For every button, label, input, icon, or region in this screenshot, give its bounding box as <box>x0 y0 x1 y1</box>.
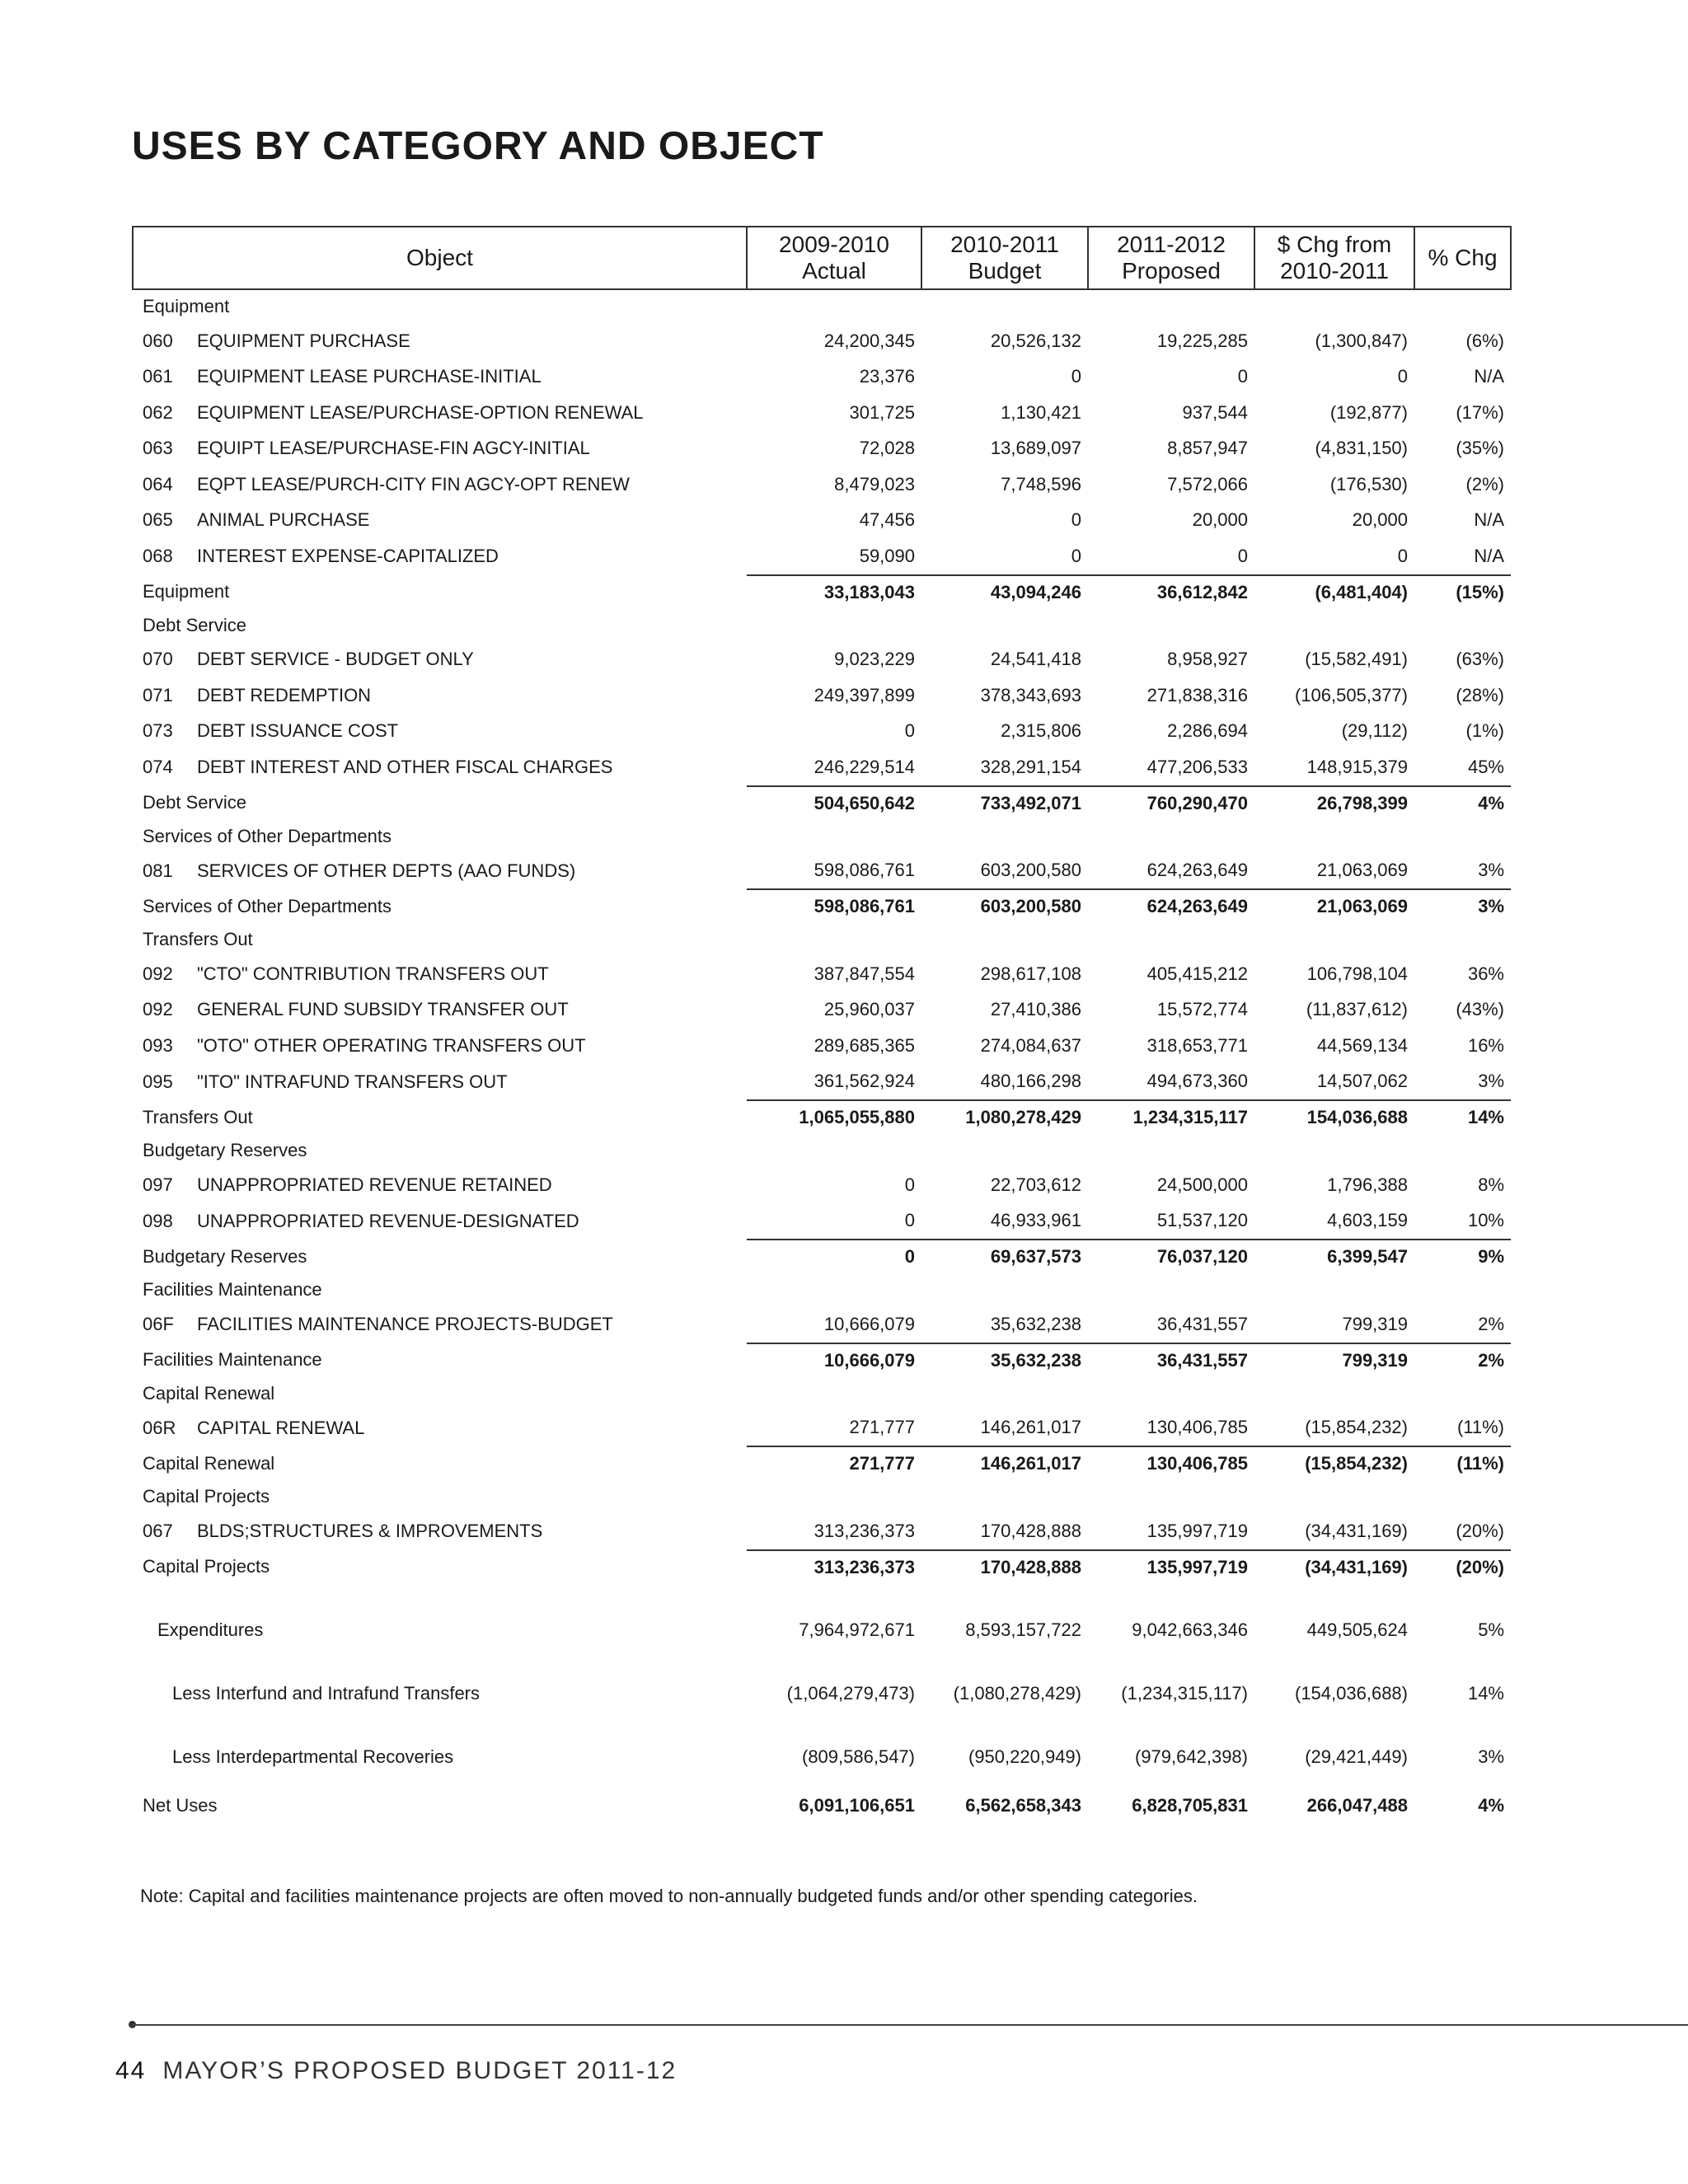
object-name: DEBT INTEREST AND OTHER FISCAL CHARGES <box>197 757 613 778</box>
summary-chg: (29,421,449) <box>1305 1746 1408 1767</box>
spacer-row <box>133 1584 1511 1599</box>
cell-chg: 0 <box>1397 545 1408 566</box>
summary-chg: 449,505,624 <box>1306 1619 1408 1640</box>
cell-budget: 603,200,580 <box>980 860 1081 881</box>
summary-label: Less Interfund and Intrafund Transfers <box>172 1683 481 1704</box>
object-code: 098 <box>143 1210 173 1231</box>
header-budget-year: 2010-2011 <box>950 232 1059 257</box>
cell-chg: 44,569,134 <box>1316 1034 1408 1056</box>
table-row <box>133 503 1511 539</box>
object-name: EQUIPMENT LEASE/PURCHASE-OPTION RENEWAL <box>197 401 644 423</box>
cell-proposed: 36,431,557 <box>1156 1313 1248 1334</box>
cell-actual: 598,086,761 <box>814 860 915 881</box>
cell-chg: (29,112) <box>1341 720 1408 742</box>
cell-budget: 328,291,154 <box>980 756 1081 777</box>
table-row <box>133 466 1511 503</box>
object-name: CAPITAL RENEWAL <box>197 1417 365 1438</box>
object-name: FACILITIES MAINTENANCE PROJECTS-BUDGET <box>197 1314 613 1335</box>
cell-pct: 45% <box>1467 756 1504 777</box>
header-change <box>1254 227 1414 289</box>
table-row <box>133 1167 1511 1203</box>
header-change-label: $ Chg from <box>1277 232 1392 257</box>
object-name: EQUIPMENT PURCHASE <box>197 330 410 351</box>
object-code: 062 <box>143 401 173 423</box>
table-row <box>133 642 1511 678</box>
subtotal-pct: 2% <box>1414 1343 1511 1377</box>
object-code: 065 <box>143 509 173 531</box>
subtotal-row <box>133 889 1511 923</box>
summary-chg: (154,036,688) <box>1295 1683 1408 1704</box>
page-footer <box>115 2057 677 2085</box>
object-code: 071 <box>143 684 173 705</box>
cell-proposed: 494,673,360 <box>1146 1071 1248 1092</box>
table-row <box>133 677 1511 714</box>
category-row <box>133 820 1511 853</box>
cell-actual: 72,028 <box>859 438 915 459</box>
subtotal-actual: 271,777 <box>747 1446 921 1480</box>
header-actual-year: 2009-2010 <box>779 232 889 257</box>
cell-proposed: 51,537,120 <box>1156 1210 1248 1231</box>
subtotal-chg: 6,399,547 <box>1254 1240 1414 1273</box>
object-code: 060 <box>143 330 173 351</box>
subtotal-actual: 1,065,055,880 <box>747 1100 921 1134</box>
cell-pct: 3% <box>1478 1071 1504 1092</box>
cell-budget: 13,689,097 <box>990 438 1081 459</box>
cell-actual: 10,666,079 <box>823 1313 915 1334</box>
subtotal-chg: 21,063,069 <box>1254 889 1414 923</box>
table-row <box>133 323 1511 359</box>
cell-proposed: 318,653,771 <box>1146 1034 1248 1056</box>
cell-actual: 24,200,345 <box>823 330 915 351</box>
subtotal-proposed: 130,406,785 <box>1088 1446 1254 1480</box>
cell-chg: 0 <box>1397 366 1408 387</box>
object-name: "ITO" INTRAFUND TRANSFERS OUT <box>197 1071 508 1092</box>
cell-budget: 24,541,418 <box>990 649 1081 670</box>
header-actual-label: Actual <box>802 258 866 284</box>
cell-pct: N/A <box>1474 366 1504 387</box>
cell-actual: 289,685,365 <box>814 1034 915 1056</box>
subtotal-actual: 10,666,079 <box>747 1343 921 1377</box>
object-name: BLDS;STRUCTURES & IMPROVEMENTS <box>197 1521 543 1542</box>
cell-actual: 0 <box>904 720 915 742</box>
header-budget <box>921 227 1088 289</box>
subtotal-row <box>133 1446 1511 1480</box>
cell-proposed: 2,286,694 <box>1167 720 1248 742</box>
subtotal-pct: (20%) <box>1414 1550 1511 1584</box>
cell-chg: (34,431,169) <box>1305 1520 1408 1541</box>
cell-chg: (192,877) <box>1329 401 1408 423</box>
cell-chg: (15,582,491) <box>1305 649 1408 670</box>
object-name: INTEREST EXPENSE-CAPITALIZED <box>197 546 499 567</box>
object-name: EQUIPMENT LEASE PURCHASE-INITIAL <box>197 366 542 387</box>
object-code: 081 <box>143 860 173 881</box>
cell-chg: 1,796,388 <box>1327 1174 1408 1195</box>
cell-actual: 301,725 <box>849 401 915 423</box>
cell-proposed: 8,958,927 <box>1167 649 1248 670</box>
subtotal-budget: 603,200,580 <box>921 889 1088 923</box>
subtotal-proposed: 760,290,470 <box>1088 786 1254 820</box>
footnote: Note: Capital and facilities maintenance projects are often moved to non-annually budgeted funds and/or other spending categories. <box>140 1886 1198 1906</box>
cell-budget: 35,632,238 <box>990 1313 1081 1334</box>
subtotal-chg: 26,798,399 <box>1254 786 1414 820</box>
object-name: UNAPPROPRIATED REVENUE RETAINED <box>197 1174 552 1195</box>
summary-actual: 7,964,972,671 <box>799 1619 915 1640</box>
footer-title: MAYOR’S PROPOSED BUDGET 2011-12 <box>162 2057 678 2084</box>
subtotal-proposed: 36,612,842 <box>1088 575 1254 609</box>
net-actual: 6,091,106,651 <box>799 1794 915 1816</box>
header-change-year: 2010-2011 <box>1280 258 1389 284</box>
cell-pct: N/A <box>1474 509 1504 531</box>
cell-proposed: 24,500,000 <box>1156 1174 1248 1195</box>
object-name: DEBT REDEMPTION <box>197 684 372 705</box>
category-label: Equipment <box>143 296 230 316</box>
cell-budget: 378,343,693 <box>980 684 1081 705</box>
header-proposed-year: 2011-2012 <box>1117 232 1226 257</box>
cell-actual: 25,960,037 <box>823 999 915 1020</box>
cell-actual: 271,777 <box>849 1417 915 1438</box>
object-name: UNAPPROPRIATED REVENUE-DESIGNATED <box>197 1210 579 1231</box>
category-row <box>133 1134 1511 1167</box>
cell-budget: 1,130,421 <box>1001 401 1081 423</box>
cell-pct: 16% <box>1467 1034 1504 1056</box>
object-code: 093 <box>143 1034 173 1056</box>
summary-row <box>133 1726 1511 1789</box>
object-code: 097 <box>143 1174 173 1195</box>
subtotal-actual: 598,086,761 <box>747 889 921 923</box>
cell-chg: (11,837,612) <box>1306 999 1408 1020</box>
subtotal-actual: 0 <box>747 1240 921 1273</box>
subtotal-budget: 35,632,238 <box>921 1343 1088 1377</box>
subtotal-label: Capital Projects <box>143 1556 270 1577</box>
object-code: 068 <box>143 546 173 567</box>
subtotal-actual: 504,650,642 <box>747 786 921 820</box>
subtotal-pct: 3% <box>1414 889 1511 923</box>
cell-pct: 3% <box>1478 860 1504 881</box>
subtotal-label: Equipment <box>143 581 230 602</box>
table-row <box>133 431 1511 467</box>
header-object: Object <box>133 227 747 289</box>
subtotal-row <box>133 1100 1511 1134</box>
header-pct-change: % Chg <box>1414 227 1511 289</box>
cell-chg: 4,603,159 <box>1327 1210 1408 1231</box>
uses-table-container <box>132 226 1510 1822</box>
summary-row <box>133 1599 1511 1662</box>
cell-budget: 20,526,132 <box>990 330 1081 351</box>
cell-proposed: 624,263,649 <box>1146 860 1248 881</box>
net-uses-row <box>133 1789 1511 1822</box>
cell-budget: 480,166,298 <box>980 1071 1081 1092</box>
page-number: 44 <box>115 2057 147 2084</box>
subtotal-proposed: 624,263,649 <box>1088 889 1254 923</box>
subtotal-row <box>133 1240 1511 1273</box>
summary-label: Less Interdepartmental Recoveries <box>172 1746 454 1767</box>
cell-budget: 274,084,637 <box>980 1034 1081 1056</box>
subtotal-row <box>133 1550 1511 1584</box>
subtotal-budget: 146,261,017 <box>921 1446 1088 1480</box>
summary-actual: (809,586,547) <box>802 1746 915 1767</box>
table-row <box>133 992 1511 1029</box>
cell-proposed: 7,572,066 <box>1167 473 1248 494</box>
cell-pct: (63%) <box>1456 649 1504 670</box>
subtotal-label: Capital Renewal <box>143 1452 275 1474</box>
object-code: 067 <box>143 1521 173 1542</box>
category-label: Capital Renewal <box>143 1382 275 1404</box>
cell-budget: 0 <box>1071 366 1081 387</box>
net-chg: 266,047,488 <box>1306 1794 1408 1816</box>
category-label: Debt Service <box>143 614 246 635</box>
subtotal-proposed: 76,037,120 <box>1088 1240 1254 1273</box>
cell-chg: (106,505,377) <box>1295 684 1408 705</box>
cell-pct: N/A <box>1474 545 1504 566</box>
object-code: 092 <box>143 963 173 984</box>
cell-proposed: 20,000 <box>1192 509 1248 531</box>
cell-chg: (176,530) <box>1329 473 1408 494</box>
table-row <box>133 1064 1511 1101</box>
subtotal-proposed: 135,997,719 <box>1088 1550 1254 1584</box>
summary-proposed: (979,642,398) <box>1135 1746 1248 1767</box>
subtotal-pct: 4% <box>1414 786 1511 820</box>
object-name: DEBT SERVICE - BUDGET ONLY <box>197 649 474 670</box>
cell-actual: 47,456 <box>859 509 915 531</box>
header-proposed-label: Proposed <box>1122 258 1221 284</box>
object-name: EQUIPT LEASE/PURCHASE-FIN AGCY-INITIAL <box>197 438 590 459</box>
spacer-cell <box>133 1584 1511 1599</box>
subtotal-pct: (11%) <box>1414 1446 1511 1480</box>
subtotal-actual: 33,183,043 <box>747 575 921 609</box>
cell-actual: 59,090 <box>859 545 915 566</box>
subtotal-pct: 14% <box>1414 1100 1511 1134</box>
object-code: 06F <box>143 1314 174 1335</box>
object-name: SERVICES OF OTHER DEPTS (AAO FUNDS) <box>197 860 576 881</box>
table-row <box>133 1306 1511 1343</box>
category-row <box>133 923 1511 956</box>
object-name: ANIMAL PURCHASE <box>197 509 370 531</box>
cell-proposed: 405,415,212 <box>1146 963 1248 984</box>
table-row <box>133 359 1511 396</box>
cell-budget: 27,410,386 <box>990 999 1081 1020</box>
table-row <box>133 1028 1511 1064</box>
summary-budget: (1,080,278,429) <box>953 1683 1081 1704</box>
object-name: GENERAL FUND SUBSIDY TRANSFER OUT <box>197 999 569 1020</box>
category-label: Transfers Out <box>143 929 253 949</box>
summary-label: Expenditures <box>157 1619 264 1640</box>
object-code: 073 <box>143 720 173 742</box>
subtotal-row <box>133 786 1511 820</box>
object-code: 070 <box>143 649 173 670</box>
cell-pct: (17%) <box>1456 401 1504 423</box>
cell-budget: 298,617,108 <box>980 963 1081 984</box>
category-label: Services of Other Departments <box>143 825 392 846</box>
subtotal-proposed: 36,431,557 <box>1088 1343 1254 1377</box>
cell-proposed: 937,544 <box>1182 401 1248 423</box>
cell-proposed: 0 <box>1237 545 1248 566</box>
cell-pct: 36% <box>1467 963 1504 984</box>
cell-chg: (15,854,232) <box>1305 1417 1408 1438</box>
summary-actual: (1,064,279,473) <box>786 1683 915 1704</box>
category-row <box>133 609 1511 642</box>
cell-actual: 0 <box>904 1210 915 1231</box>
summary-pct: 14% <box>1467 1683 1504 1704</box>
cell-pct: (28%) <box>1456 684 1504 705</box>
cell-pct: (11%) <box>1456 1417 1504 1438</box>
subtotal-actual: 313,236,373 <box>747 1550 921 1584</box>
category-label: Capital Projects <box>143 1486 270 1507</box>
header-proposed <box>1088 227 1254 289</box>
cell-pct: (43%) <box>1456 999 1504 1020</box>
cell-proposed: 8,857,947 <box>1167 438 1248 459</box>
category-row <box>133 1377 1511 1410</box>
subtotal-chg: (34,431,169) <box>1254 1550 1414 1584</box>
uses-table <box>132 226 1512 1822</box>
net-proposed: 6,828,705,831 <box>1132 1794 1248 1816</box>
subtotal-label: Transfers Out <box>143 1106 253 1127</box>
cell-actual: 23,376 <box>859 366 915 387</box>
cell-actual: 313,236,373 <box>814 1520 915 1541</box>
object-code: 061 <box>143 366 173 387</box>
object-name: "CTO" CONTRIBUTION TRANSFERS OUT <box>197 963 549 984</box>
object-code: 074 <box>143 757 173 778</box>
category-row <box>133 1480 1511 1513</box>
table-row <box>133 538 1511 575</box>
cell-proposed: 271,838,316 <box>1146 684 1248 705</box>
cell-budget: 170,428,888 <box>980 1520 1081 1541</box>
cell-actual: 246,229,514 <box>814 756 915 777</box>
subtotal-budget: 1,080,278,429 <box>921 1100 1088 1134</box>
cell-chg: (1,300,847) <box>1315 330 1408 351</box>
subtotal-chg: (6,481,404) <box>1254 575 1414 609</box>
table-row <box>133 853 1511 890</box>
subtotal-proposed: 1,234,315,117 <box>1088 1100 1254 1134</box>
subtotal-pct: 9% <box>1414 1240 1511 1273</box>
subtotal-chg: (15,854,232) <box>1254 1446 1414 1480</box>
cell-actual: 361,562,924 <box>814 1071 915 1092</box>
header-actual <box>747 227 921 289</box>
object-code: 064 <box>143 473 173 494</box>
table-row <box>133 1513 1511 1550</box>
cell-budget: 0 <box>1071 545 1081 566</box>
cell-proposed: 135,997,719 <box>1146 1520 1248 1541</box>
table-header <box>133 227 1511 289</box>
cell-budget: 0 <box>1071 509 1081 531</box>
page-title: USES BY CATEGORY AND OBJECT <box>132 124 824 168</box>
object-name: EQPT LEASE/PURCH-CITY FIN AGCY-OPT RENEW <box>197 473 630 494</box>
cell-actual: 387,847,554 <box>814 963 915 984</box>
cell-pct: (6%) <box>1465 330 1504 351</box>
cell-actual: 249,397,899 <box>814 684 915 705</box>
cell-chg: 799,319 <box>1342 1313 1408 1334</box>
cell-budget: 22,703,612 <box>990 1174 1081 1195</box>
cell-pct: (35%) <box>1456 438 1504 459</box>
subtotal-row <box>133 575 1511 609</box>
cell-proposed: 130,406,785 <box>1146 1417 1248 1438</box>
cell-pct: 10% <box>1467 1210 1504 1231</box>
summary-pct: 5% <box>1478 1619 1504 1640</box>
table-row <box>133 749 1511 786</box>
object-code: 092 <box>143 999 173 1020</box>
cell-chg: 106,798,104 <box>1306 963 1408 984</box>
category-label: Facilities Maintenance <box>143 1279 322 1300</box>
cell-pct: (1%) <box>1465 720 1504 742</box>
header-budget-label: Budget <box>968 258 1042 284</box>
subtotal-label: Budgetary Reserves <box>143 1245 307 1267</box>
cell-actual: 0 <box>904 1174 915 1195</box>
category-label: Budgetary Reserves <box>143 1140 307 1160</box>
cell-actual: 8,479,023 <box>834 473 915 494</box>
cell-chg: (4,831,150) <box>1315 438 1408 459</box>
summary-pct: 3% <box>1478 1746 1504 1767</box>
category-row <box>133 1273 1511 1306</box>
cell-budget: 46,933,961 <box>990 1210 1081 1231</box>
subtotal-label: Facilities Maintenance <box>143 1349 322 1370</box>
net-uses-label: Net Uses <box>143 1794 218 1816</box>
cell-proposed: 19,225,285 <box>1156 330 1248 351</box>
table-body <box>133 289 1511 1822</box>
cell-proposed: 15,572,774 <box>1156 999 1248 1020</box>
summary-budget: (950,220,949) <box>968 1746 1081 1767</box>
cell-budget: 146,261,017 <box>980 1417 1081 1438</box>
cell-chg: 14,507,062 <box>1316 1071 1408 1092</box>
table-row <box>133 714 1511 750</box>
cell-proposed: 0 <box>1237 366 1248 387</box>
table-row <box>133 1410 1511 1447</box>
object-code: 063 <box>143 438 173 459</box>
subtotal-chg: 799,319 <box>1254 1343 1414 1377</box>
subtotal-label: Services of Other Departments <box>143 895 392 916</box>
object-name: DEBT ISSUANCE COST <box>197 720 399 742</box>
cell-pct: (20%) <box>1456 1520 1504 1541</box>
cell-actual: 9,023,229 <box>834 649 915 670</box>
summary-proposed: 9,042,663,346 <box>1132 1619 1248 1640</box>
net-budget: 6,562,658,343 <box>965 1794 1081 1816</box>
cell-chg: 148,915,379 <box>1306 756 1408 777</box>
subtotal-budget: 733,492,071 <box>921 786 1088 820</box>
subtotal-budget: 43,094,246 <box>921 575 1088 609</box>
cell-budget: 2,315,806 <box>1001 720 1081 742</box>
table-row <box>133 395 1511 431</box>
subtotal-row <box>133 1343 1511 1377</box>
object-code: 06R <box>143 1417 176 1438</box>
subtotal-chg: 154,036,688 <box>1254 1100 1414 1134</box>
cell-pct: 2% <box>1478 1313 1504 1334</box>
cell-chg: 20,000 <box>1352 509 1408 531</box>
net-pct: 4% <box>1478 1794 1504 1816</box>
table-row <box>133 956 1511 992</box>
subtotal-budget: 69,637,573 <box>921 1240 1088 1273</box>
summary-proposed: (1,234,315,117) <box>1121 1683 1248 1704</box>
cell-pct: 8% <box>1478 1174 1504 1195</box>
cell-proposed: 477,206,533 <box>1146 756 1248 777</box>
cell-pct: (2%) <box>1465 473 1504 494</box>
subtotal-pct: (15%) <box>1414 575 1511 609</box>
object-code: 095 <box>143 1071 173 1092</box>
category-row <box>133 289 1511 323</box>
subtotal-budget: 170,428,888 <box>921 1550 1088 1584</box>
cell-budget: 7,748,596 <box>1001 473 1081 494</box>
cell-chg: 21,063,069 <box>1316 860 1408 881</box>
table-row <box>133 1203 1511 1240</box>
footer-rule <box>132 2024 1688 2026</box>
summary-row <box>133 1662 1511 1726</box>
object-name: "OTO" OTHER OPERATING TRANSFERS OUT <box>197 1034 586 1056</box>
summary-budget: 8,593,157,722 <box>965 1619 1081 1640</box>
subtotal-label: Debt Service <box>143 792 246 813</box>
